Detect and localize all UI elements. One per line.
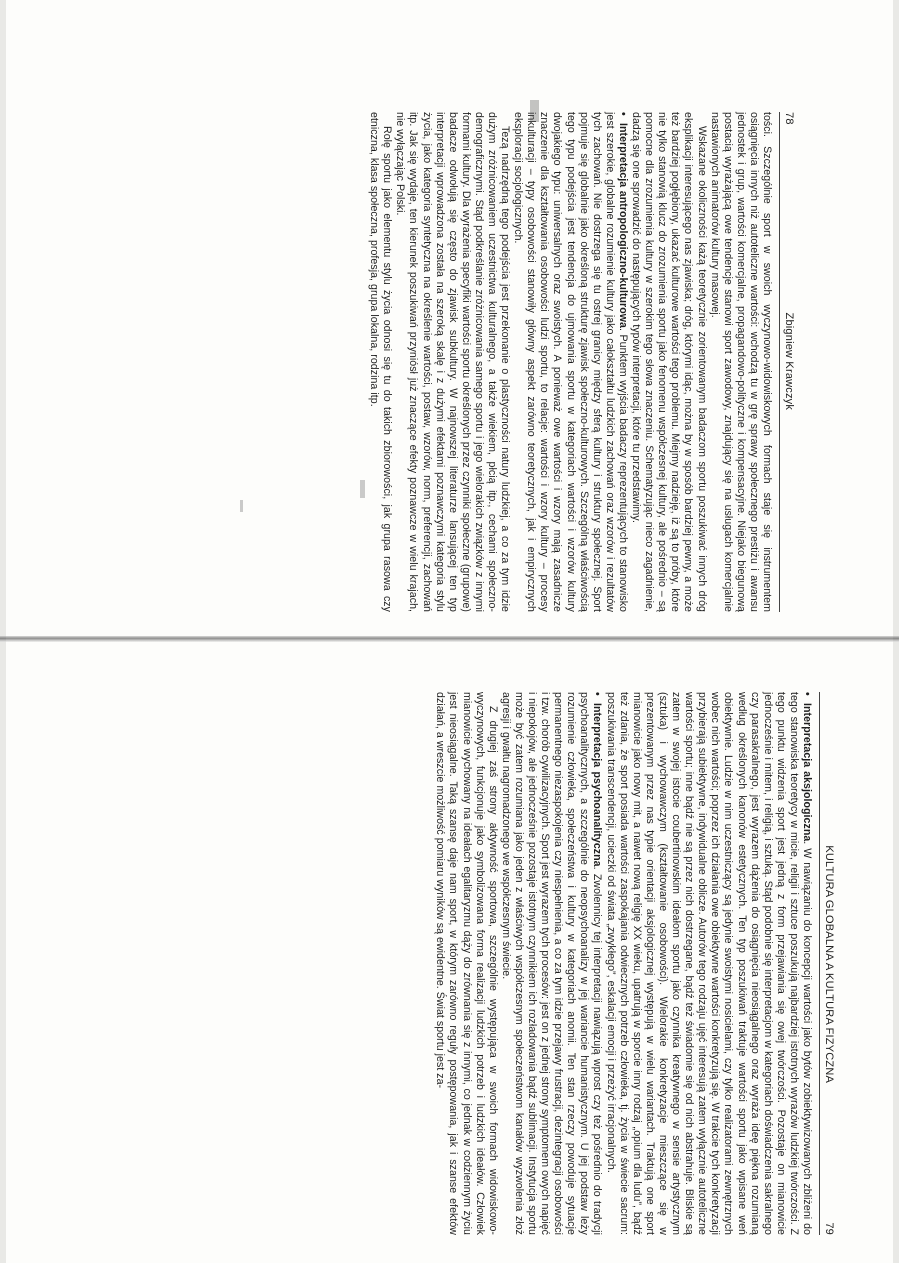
paragraph: Tezą nadrzędną tego podejścia jest przekonanie o plastyczności natury ludzkiej, a co za tym idzie dużym zróżnicowaniem uczestnictwa kulturalnego, a także wiekiem, płcią itp., cechami społeczno-demograficznymi. Stąd podkreślanie zróżnicowania samego sportu i jego wielorakich związków z innymi formami kultury. Dla wyrażenia specyfiki wartości sportu określonych przez czynniki społeczne (grupowe) badacze odwołują się często do zjawisk subkultury. W najnowszej literaturze lansującej ten typ interpretacji wprowadzona została na szeroką skalę i z dużymi efektami poznawczymi kategoria stylu życia, jako kategoria syntetyczna na określenie wartości, postaw, wzorów, norm, preferencji, zachowań itp. Jak się wydaje, ten kierunek poszukiwań przyniósł już znaczące efekty poznawcze w wielu krajach, nie wyłączając Polski. — [394, 112, 512, 612]
bullet-heading: Interpretacja psychoanalityczna — [591, 703, 604, 867]
bullet-heading: Interpretacja aksjologiczna — [801, 703, 813, 842]
running-head — [819, 692, 835, 1235]
bullet-heading: Interpretacja antropologiczno-kulturowa — [616, 123, 629, 328]
scan-speck — [240, 500, 243, 512]
paragraph: Wskazane okoliczności każą teoretycznie zorientowanym badaczom sportu poszukiwać innych dróg eksplikacji interesującego nas zjawiska; dróg, którymi idąc, można by w sposób bardziej pewny, a może też bardziej pogłębiony, ukazać kulturowe wartości tego problemu. Miejmy nadzieję, iż są to próby, które nie tylko stanowią klucz do zrozumienia sportu jako fenomenu współczesnej kultury, ale pośrednio – są pomocne dla zrozumienia kultury w szerokim tego słowa znaczeniu. Schematyzując nieco zagadnienie, dadzą się one sprowadzić do następujących typów interpretacji, które tu przedstawimy. — [630, 112, 708, 612]
bullet-paragraph — [499, 692, 604, 1235]
running-head-author: Zbigniew Krawczyk — [783, 312, 795, 411]
bullet-text: . W nawiązaniu do koncepcji wartości jako bytów zobiektywizowanych zbliżeni do tego stanowiska teoretycy w micie, religii i sztuce poszukują najbardziej istotnych wyrazów ludzkiej twórczości. Z tego punktu widzenia sport jest jedną z form przejawiania się owej twórczości. Pozostaje on mianowicie jednocześnie i mitem, i religią, i sztuką. Stąd podobnie się interpretacjom w kategoriach doświadczenia sakralnego czy parasakralnego, jest wyrazem dążenia do osiągnięcia nieosiągalnego oraz wyraża ideę piękna rozumianą według określonych kanonów estetycznych. Ten typ poszukiwań traktuje wartości sportu jako wpisane weń obiektywnie. Ludzie w nim uczestniczący są jedynie swoistymi nosicielami, czy tylko realizatorami zewnętrznych wobec nich wartości; poprzez ich działania owe obiektywne wartości konkretyzują się. W trakcie tych konkretyzacji przybierają subiektywne, indywidualne oblicze. Autorów tego rodzaju ujęć interesują zatem wyłącznie autoteliczne wartości sportu; inne bądź nie są przez nich dostrzegane, bądź też świadomie się od nich abstrahuje. Bliskie są zatem w swojej istocie coubertinowskim ideałom sportu jako czynnika kreatywnego w sensie artystycznym (sztuka) i wychowawczym (kształtowanie osobowości). Wielorakie konkretyzacje mieszczące się w prezentowanym przez nas typie orientacji aksjologicznej występują w wielu wariantach. Traktują one sport mianowicie jako nowy mit, a nawet nową religię XX wieku, upatrują w sporcie inny rodzaj „opium dla ludu”, bądź też zdania, że sport posiada wartości zaspokajania odwiecznych potrzeb człowieka, tj. życia w świecie sacrum: poszukiwania transcendencji, ucieczki od świata „zwykłego”, eskalacji emocji i przeżyć irracjonalnych. — [604, 692, 813, 1235]
page-number: 78 — [783, 112, 795, 125]
bullet-text: . Punktem wyjścia badaczy reprezentujących to stanowisko jest szerokie, globalne rozumienie kultury jako całokształtu ludzkich zachowań oraz wzorów i rezultatów tych zachowań. Nie dostrzega się tu ostrej granicy między sferą kultury i struktury społecznej. Sport pojmuje się globalnie jako określoną strukturę zjawisk społeczno-kulturowych. Szczególną właściwością tego typu podejścia jest tendencja do ujmowania sportu w kategoriach wartości i wzorów kultury dwojakiego typu: uniwersalnych oraz swoistych. A ponieważ owe wartości i wzory mają zasadnicze znaczenie dla kształtowania osobowości ludzi sportu, to relacje: wartości i wzory kultury – procesy inkulturacji – typy osobowości stanowiły główny aspekt zarówno teoretycznych, jak i empirycznych eksploracji socjologicznych. — [512, 112, 629, 612]
paragraph: Rolę sportu jako elementu stylu życia odnosi się tu do takich zbiorowości, jak grupa rasowa czy etniczna, klasa społeczna, profesja, grupa lokalna, rodzina itp. — [368, 112, 394, 612]
body-text — [433, 692, 813, 1235]
paragraph: tości. Szczególnie sport w swoich wyczynowo-widowiskowych formach staje się instrumentem osiągnięcia innych niż autoteliczne wartości: wchodzą tu w grę sprawy społecznego prestiżu i awansu jednostek i grup, wartości komercjalne, propagandowo-polityczne i kompensacyjne. Niejako biegunową postacią wyrażającą owe tendencje stanowi sport zawodowy, znajdujący się na usługach komercjalnie nastawionych animatorów kultury masowej. — [708, 112, 773, 612]
bullet-paragraph — [511, 112, 629, 612]
scan-speck — [360, 480, 365, 498]
running-head-title: KULTURA GLOBALNA A KULTURA FIZYCZNA — [823, 845, 835, 1083]
bullet-paragraph — [604, 692, 814, 1235]
body-text — [367, 112, 773, 612]
page-number: 79 — [823, 1222, 835, 1235]
page-fold — [0, 636, 899, 642]
page-78 — [130, 112, 795, 612]
running-head — [779, 112, 795, 612]
paragraph: Z drugiej zaś strony aktywność sportowa, szczególnie występująca w swoich formach widowiskowo-wyczynowych, funkcjonuje jako symbolizowana forma realizacji ludzkich potrzeb i ludzkich ideałów. Człowiek mianowicie wychowany na ideałach egalitaryzmu dąży do zrównania się z innymi, co jednak w codziennym życiu jest nieosiągalne. Taką szansę daje nam sport, w którym zarówno reguły postępowania, jak i szanse efektów działań, a wreszcie możliwość pomiaru wyników są ewidentne. Świat sportu jest za- — [434, 692, 499, 1235]
scan-speck — [530, 100, 539, 122]
bullet-text: . Zwolennicy tej interpretacji nawiązują wprost czy też pośrednio do tradycji psychoanalitycznych, a szczególnie do neopsychoanalizy w jej wariancie humanistycznym. U jej podstaw leży rozumienie człowieka, społeczeństwa i kultury w kategoriach anomii. Ten stan rzeczy powoduje sytuacje permanentnego niezaspokojenia czy niespełnienia, a co za tym idzie przejawy frustracji, dezintegracji osobowości i tzw. chorób cywilizacyjnych. Sport jest wyrazem tych procesów: jest on z jednej strony symptomem owych napięć i niepokojów, ale jednocześnie pozostaje istotnym czynnikiem ich rozładowania bądź sublimacji. Instytucja sportu może być zatem rozumiana jako jeden z właściwych współczesnym społeczeństwom kanałów wyzwolenia złoż agresji i gwałtu nagromadzonego we współczesnym świecie. — [499, 692, 604, 1235]
page-79 — [95, 692, 835, 1235]
